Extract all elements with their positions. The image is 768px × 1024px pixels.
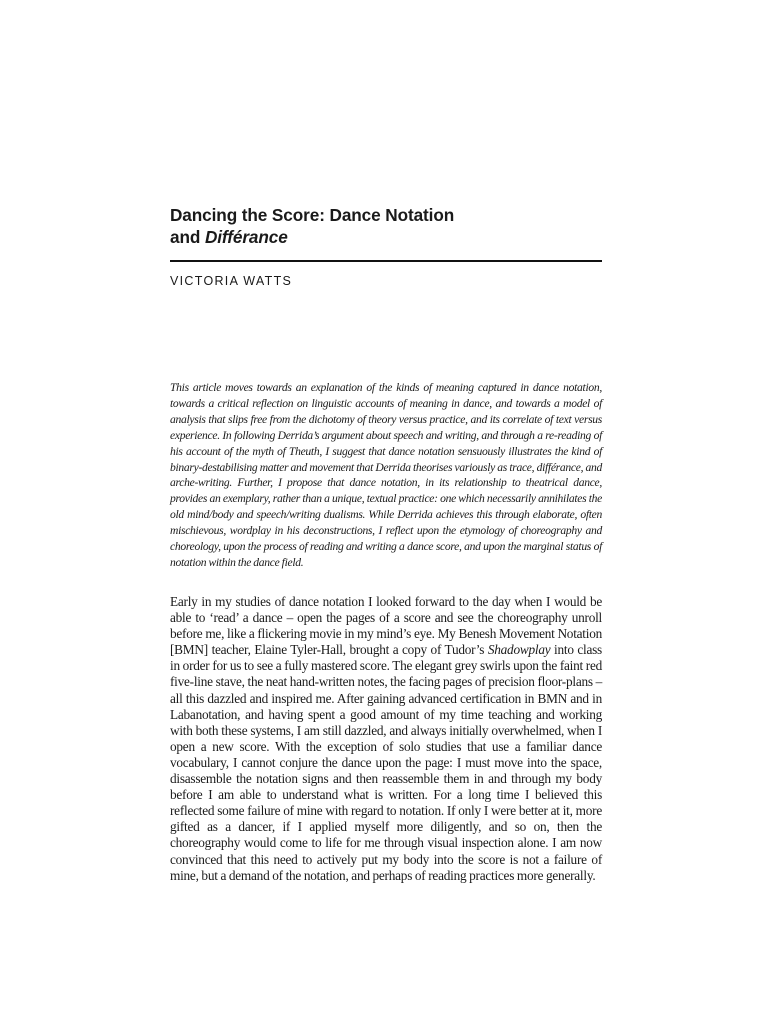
title-line-2-prefix: and <box>170 227 205 247</box>
article-title <box>170 204 602 248</box>
article-page <box>170 204 602 883</box>
body-paragraph <box>170 594 602 884</box>
author-name: VICTORIA WATTS <box>170 274 293 288</box>
title-line-2-italic: Différance <box>204 227 288 247</box>
title-line-1: Dancing the Score: Dance Notation <box>170 205 455 225</box>
body-text-part-1: Early in my studies of dance notation I looked forward to the day when I would be able to ‘read’ a dance – open the pages of a score and see the choreography unroll before me, like a flickering movie in my mind’s eye. My Benesh Movement Notation [BMN] teacher, Elaine Tyler-Hall, brought a copy of Tudor’s <box>170 594 602 658</box>
body-text-italic: Shadowplay <box>487 642 551 658</box>
title-rule <box>170 260 602 262</box>
abstract-paragraph: This article moves towards an explanation of the kinds of meaning captured in dance notation, towards a critical reflection on linguistic accounts of meaning in dance, and towards a model of analysis that slips free from the dichotomy of theory versus practice, and its correlate of text versus experience. In following Derrida’s argument about speech and writing, and through a re-reading of his account of the myth of Theuth, I suggest that dance notation sensuously illustrates the kind of binary-destabilising matter and movement that Derrida theorises variously as trace, différance, and arche-writing. Further, I propose that dance notation, in its relationship to theatrical dance, provides an exemplary, rather than a unique, textual practice: one which necessarily annihilates the old mind/body and speech/writing dualisms. While Derrida achieves this through elaborate, often mischievous, wordplay in his deconstructions, I reflect upon the etymology of choreography and choreology, upon the process of reading and writing a dance score, and upon the marginal status of notation within the dance field. <box>170 381 602 569</box>
body-text-part-2: into class in order for us to see a fully mastered score. The elegant grey swirls upon the faint red five-line stave, the neat hand-written notes, the facing pages of precision floor-plans – all this dazzled and inspired me. After gaining advanced certification in BMN and in Labanotation, and having spent a good amount of my time teaching and working with both these systems, I am still dazzled, and always initially overwhelmed, when I open a new score. With the exception of solo studies that use a familiar dance vocabulary, I cannot conjure the dance upon the page: I must move into the space, disassemble the notation signs and then reassemble them in and through my body before I am able to understand what is written. For a long time I believed this reflected some failure of mine with regard to notation. If only I were better at it, more gifted as a dancer, if I applied myself more diligently, and so on, then the choreography would come to life for me through visual inspection alone. I am now convinced that this need to actively put my body into the score is not a failure of mine, but a demand of the notation, and perhaps of reading practices more generally. <box>170 642 602 883</box>
